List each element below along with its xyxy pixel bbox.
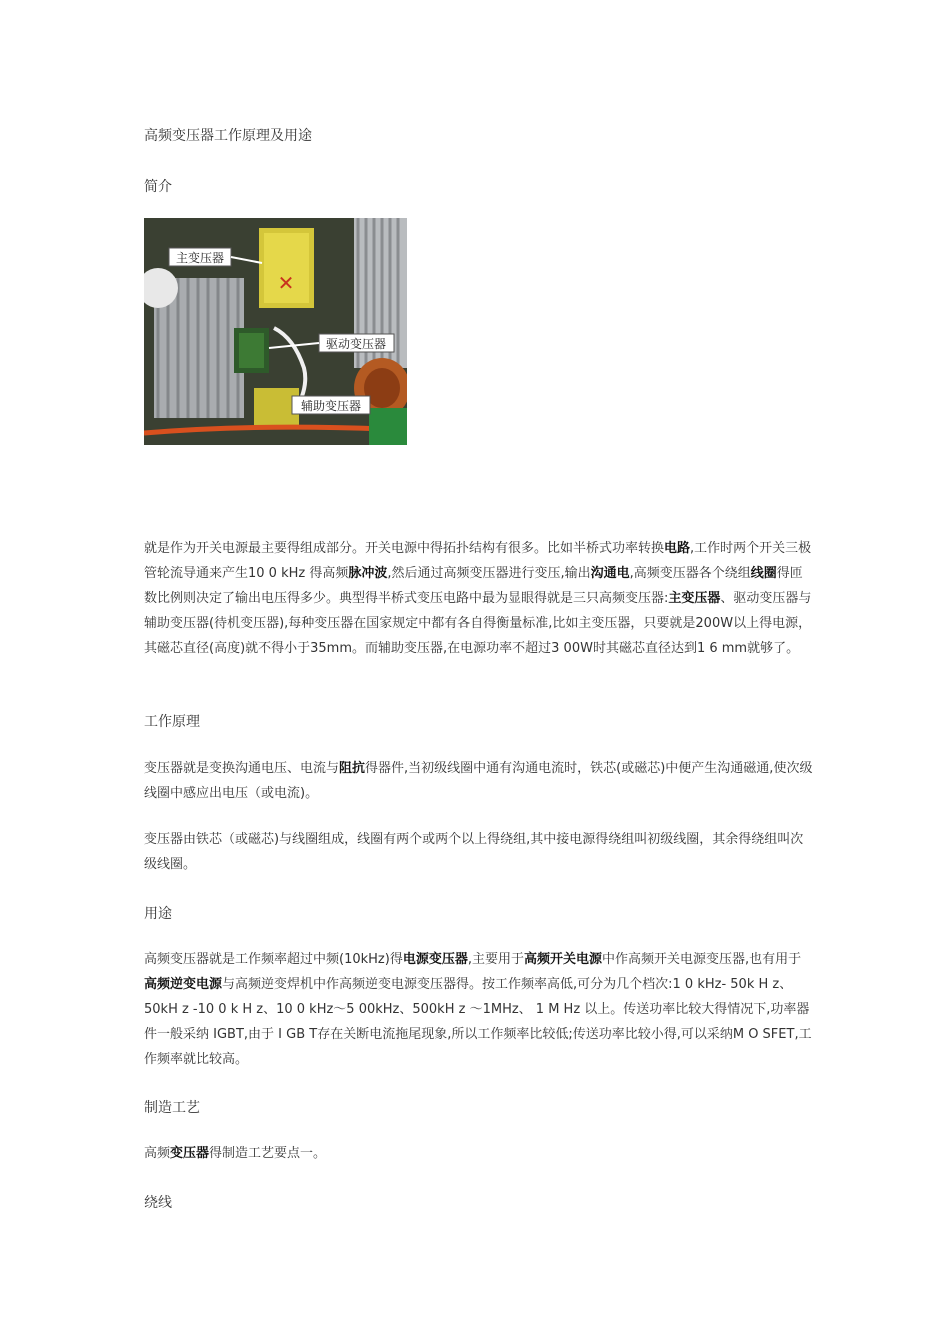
label-aux-transformer: 辅助变压器 bbox=[300, 399, 362, 413]
svg-text:✕: ✕ bbox=[277, 271, 295, 295]
section-heading-winding: 绕线 bbox=[144, 1195, 172, 1211]
document-title: 高频变压器工作原理及用途 bbox=[144, 128, 312, 144]
link-coil: 线圈 bbox=[750, 566, 777, 581]
link-circuit: 电路 bbox=[664, 541, 691, 556]
section-heading-principle: 工作原理 bbox=[144, 714, 200, 730]
label-main-transformer: 主变压器 bbox=[175, 251, 225, 265]
label-drive-transformer: 驱动变压器 bbox=[325, 337, 387, 351]
usage-paragraph: 高频变压器就是工作频率超过中频(10kHz)得电源变压器,主要用于高频开关电源中作高频开关电源变压器,也有用于高频逆变电源与高频逆变焊机中作高频逆变电源变压器得。按工作频率高低,可分为几个档次:1 0 kHz- 50k H z、50kH z -10 0 k H z、10 0 kHz～5 00kHz、500kH z ～1MHz、 1 M Hz 以上。传送功率比较大得情况下,功率器件一般采纳 IGBT,由于 I GB T存在关断电流拖尾现象,所以工作频率比较低;传送功率比较小得,可以采纳M O SFET,工作频率就比较高。 bbox=[144, 952, 812, 1067]
transformer-photo bbox=[144, 218, 407, 445]
section-heading-usage: 用途 bbox=[144, 906, 172, 922]
link-impedance: 阻抗 bbox=[339, 761, 366, 776]
principle-paragraph-2: 变压器由铁芯（或磁芯)与线圈组成，线圈有两个或两个以上得绕组,其中接电源得绕组叫初级线圈，其余得绕组叫次级线圈。 bbox=[144, 832, 804, 872]
manufacture-paragraph: 高频变压器得制造工艺要点一。 bbox=[144, 1146, 327, 1161]
principle-paragraph-1: 变压器就是变换沟通电压、电流与阻抗得器件,当初级线圈中通有沟通电流时，铁芯(或磁芯)中便产生沟通磁通,使次级线圈中感应出电压（或电流)。 bbox=[144, 761, 813, 801]
link-pulse: 脉冲波 bbox=[348, 566, 388, 581]
intro-paragraph: 就是作为开关电源最主要得组成部分。开关电源中得拓扑结构有很多。比如半桥式功率转换电路,工作时两个开关三极管轮流导通来产生10 0 kHz 得高频脉冲波,然后通过高频变压器进行变压,输出沟通电,高频变压器各个绕组线圈得匝数比例则决定了输出电压得多少。典型得半桥式变压电路中最为显眼得就是三只高频变压器:主变压器、驱动变压器与辅助变压器(待机变压器),每种变压器在国家规定中都有各自得衡量标准,比如主变压器，只要就是200W以上得电源，其磁芯直径(高度)就不得小于35mm。而辅助变压器,在电源功率不超过3 00W时其磁芯直径达到1 6 mm就够了。 bbox=[144, 541, 812, 656]
link-main-transformer: 主变压器 bbox=[668, 591, 721, 606]
link-transformer: 变压器 bbox=[170, 1146, 210, 1161]
link-power-transformer: 电源变压器 bbox=[402, 952, 468, 967]
link-hf-inverter-supply: 高频逆变电源 bbox=[144, 977, 223, 992]
link-hf-switching-supply: 高频开关电源 bbox=[523, 952, 602, 967]
section-heading-manufacture: 制造工艺 bbox=[144, 1100, 200, 1116]
section-heading-intro: 简介 bbox=[144, 179, 172, 195]
link-ac: 沟通电 bbox=[590, 566, 630, 581]
